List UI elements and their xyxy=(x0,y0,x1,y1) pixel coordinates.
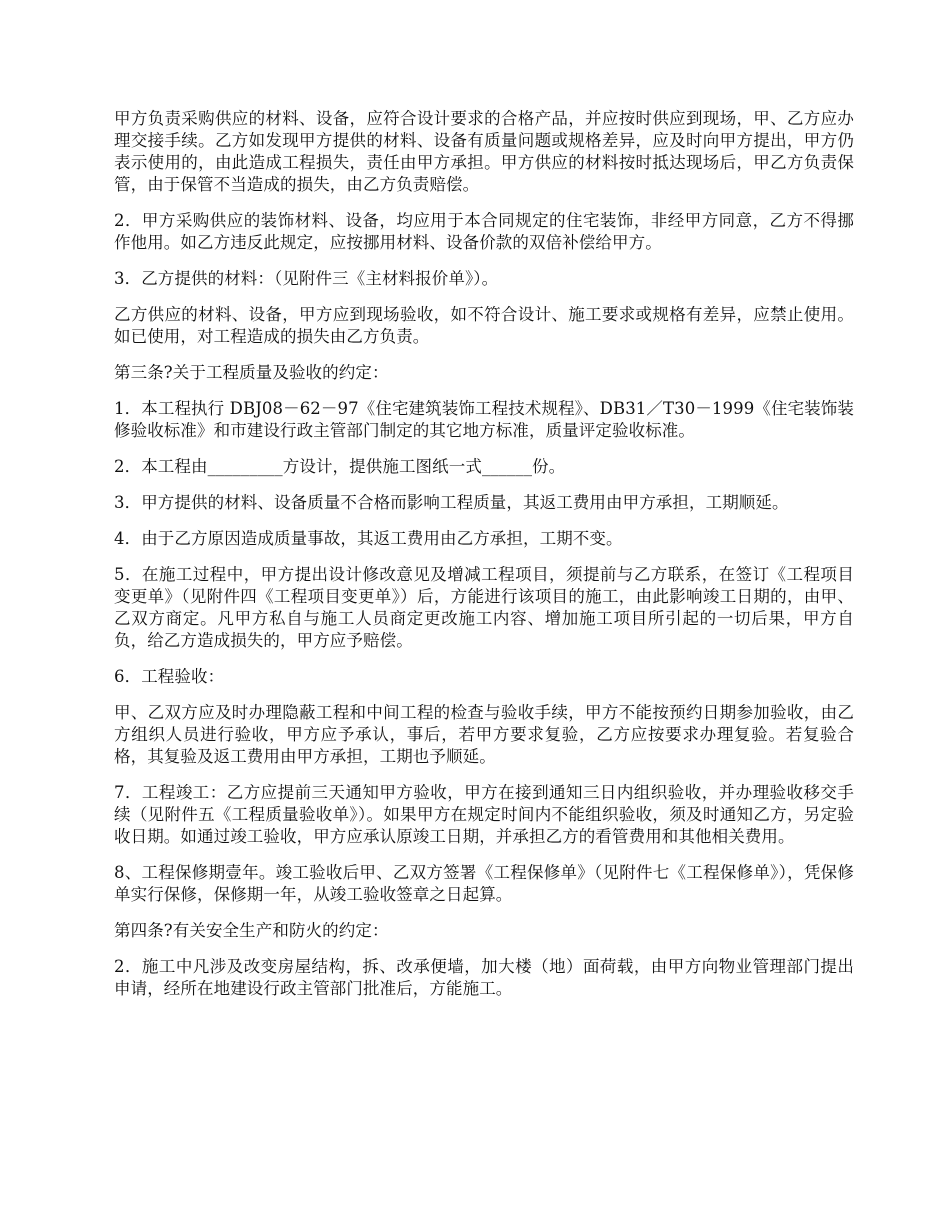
paragraph-quality-7: 7．工程竣工：乙方应提前三天通知甲方验收，甲方在接到通知三日内组织验收，并办理验收移交手续（见附件五《工程质量验收单》）。如果甲方在规定时间内不能组织验收，须及时通知乙方，另定验收日期。如通过竣工验收，甲方应承认原竣工日期，并承担乙方的看管费用和其他相关费用。 xyxy=(114,783,854,846)
paragraph-clause-3-materials: 3．乙方提供的材料：（见附件三《主材料报价单》）。 xyxy=(114,269,499,288)
paragraph-quality-8: 8、工程保修期壹年。竣工验收后甲、乙双方签署《工程保修单》（见附件七《工程保修单》），凭保修单实行保修，保修期一年，从竣工验收签章之日起算。 xyxy=(114,863,854,904)
paragraph-quality-6-heading: 6．工程验收： xyxy=(114,667,225,686)
section-heading-article-4: 第四条?有关安全生产和防火的约定： xyxy=(114,921,389,940)
paragraph-safety-2: 2．施工中凡涉及改变房屋结构，拆、改承便墙，加大楼（地）面荷载，由甲方向物业管理部门提出申请，经所在地建设行政主管部门批准后，方能施工。 xyxy=(114,957,854,998)
paragraph-quality-2: 2．本工程由_________方设计，提供施工图纸一式______份。 xyxy=(114,457,566,476)
paragraph-quality-3: 3．甲方提供的材料、设备质量不合格而影响工程质量，其返工费用由甲方承担，工期顺延。 xyxy=(114,493,789,512)
document-body xyxy=(114,108,854,1014)
paragraph-quality-5: 5．在施工过程中，甲方提出设计修改意见及增减工程项目，须提前与乙方联系，在签订《工程项目变更单》（见附件四《工程项目变更单》）后，方能进行该项目的施工，由此影响竣工日期的，由甲、乙双方商定。凡甲方私自与施工人员商定更改施工内容、增加施工项目所引起的一切后果，甲方自负，给乙方造成损失的，甲方应予赔偿。 xyxy=(114,565,854,650)
paragraph-quality-4: 4．由于乙方原因造成质量事故，其返工费用由乙方承担，工期不变。 xyxy=(114,529,623,548)
paragraph-quality-1: 1．本工程执行 DBJ08－62－97《住宅建筑装饰工程技术规程》、DB31／T30－1999《住宅装饰装修验收标准》和市建设行政主管部门制定的其它地方标准，质量评定验收标准。 xyxy=(114,399,854,440)
paragraph-material-supply: 甲方负责采购供应的材料、设备，应符合设计要求的合格产品，并应按时供应到现场，甲、乙方应办理交接手续。乙方如发现甲方提供的材料、设备有质量问题或规格差异，应及时向甲方提出，甲方仍表示使用的，由此造成工程损失，责任由甲方承担。甲方供应的材料按时抵达现场后，甲乙方负责保管，由于保管不当造成的损失，由乙方负责赔偿。 xyxy=(114,109,854,194)
section-heading-article-3: 第三条?关于工程质量及验收的约定： xyxy=(114,363,389,382)
paragraph-clause-2-materials: 2．甲方采购供应的装饰材料、设备，均应用于本合同规定的住宅装饰，非经甲方同意，乙方不得挪作他用。如乙方违反此规定，应按挪用材料、设备价款的双倍补偿给甲方。 xyxy=(114,211,854,252)
paragraph-contractor-materials: 乙方供应的材料、设备，甲方应到现场验收，如不符合设计、施工要求或规格有差异，应禁止使用。如已使用，对工程造成的损失由乙方负责。 xyxy=(114,305,854,346)
paragraph-acceptance: 甲、乙双方应及时办理隐蔽工程和中间工程的检查与验收手续，甲方不能按预约日期参加验收，由乙方组织人员进行验收，甲方应予承认，事后，若甲方要求复验，乙方应按要求办理复验。若复验合格，其复验及返工费用由甲方承担，工期也予顺延。 xyxy=(114,703,854,766)
